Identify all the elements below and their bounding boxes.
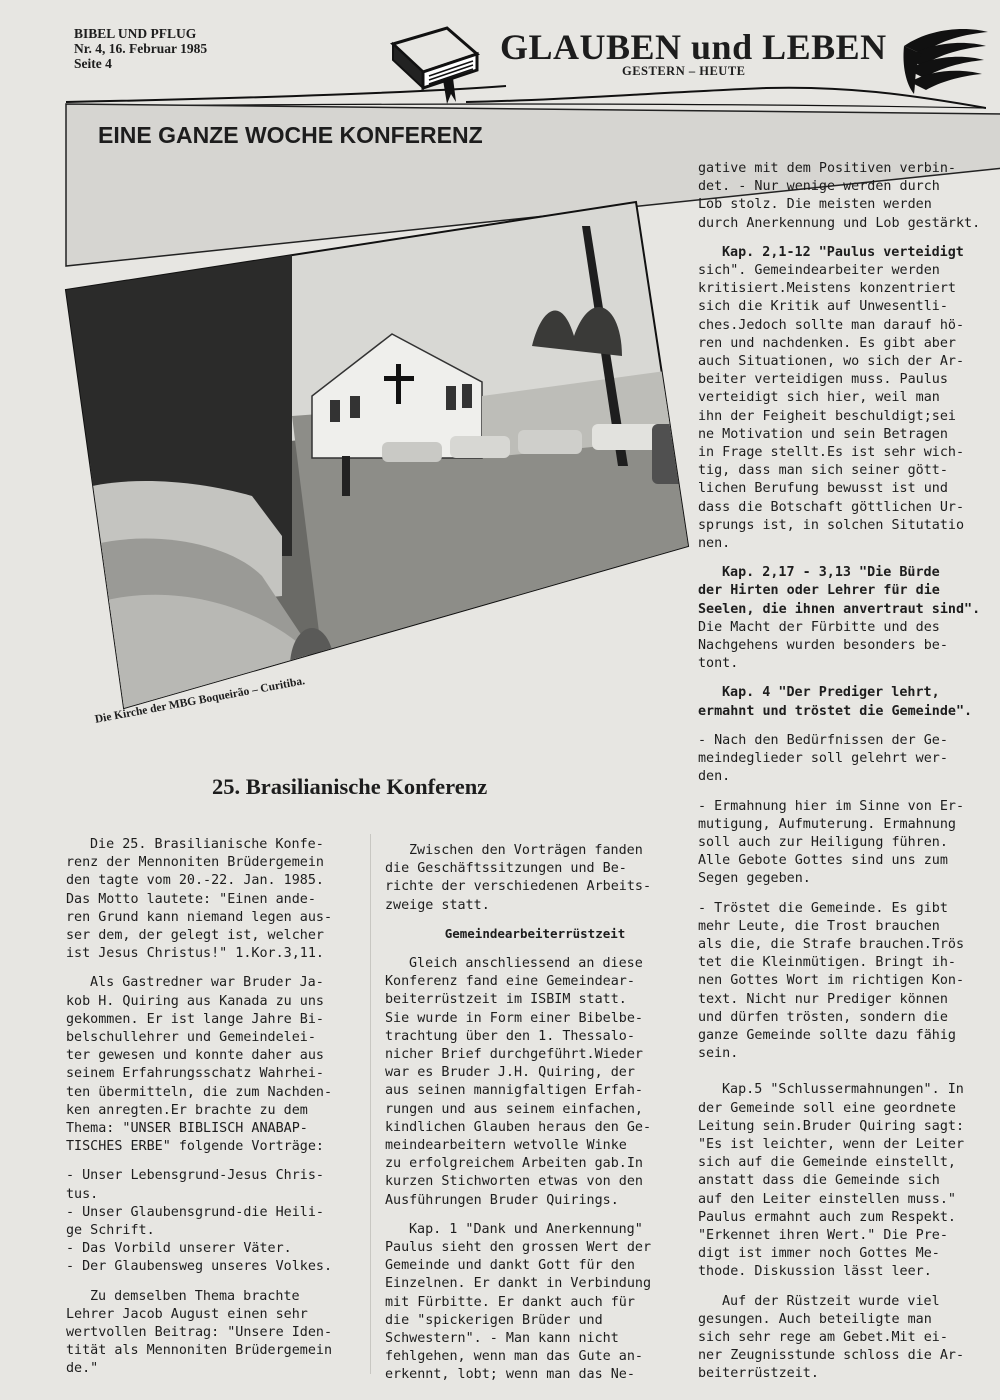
text-line: ches.Jedoch sollte man darauf hö- [698,317,965,333]
paragraph [698,684,988,720]
text-line: Die 25. Brasilianische Konfe- [90,837,324,852]
text-line: erkennt, lobt; wenn man das Ne- [385,1367,635,1383]
text-line: kob H. Quiring aus Kanada zu uns [66,993,324,1009]
text-line: Auf der Rüstzeit wurde viel [722,1293,940,1309]
text-line: zu erfolgreichem Arbeiten gab.In [385,1156,643,1172]
text-line: Thema: "UNSER BIBLISCH ANABAP- [66,1121,308,1137]
paragraph [385,842,685,915]
article-column-3 [698,160,988,1384]
text-line: Kap. 4 "Der Prediger lehrt, [722,685,940,701]
text-line: sich". Gemeindearbeiter werden [698,263,940,279]
text-line: sprungs ist, in solchen Situtatio [698,517,965,533]
text-line: kurzen Stichworten etwas von den [385,1174,643,1190]
text-line: beiterrüstzeit im ISBIM statt. [385,992,627,1008]
text-line: Segen gegeben. [698,871,811,887]
text-line: und dürfen trösten, sondern die [698,1009,948,1025]
text-line: auch Situationen, wo sich der Ar- [698,354,965,370]
photo-caption: Die Kirche der MBG Boqueirão – Curitiba. [94,675,306,726]
text-line: nicher Brief durchgeführt.Wieder [385,1047,643,1063]
text-line: soll auch zur Heiligung führen. [698,834,948,850]
text-line: wertvollen Beitrag: "Unsere Iden- [66,1325,333,1341]
church-photo [62,196,702,756]
masthead-info [74,26,207,71]
text-line: ermahnt und tröstet die Gemeinde". [698,703,973,719]
text-line: ren und nachdenken. Es gibt aber [698,335,956,351]
text-line: Ausführungen Bruder Quirings. [385,1192,619,1208]
text-line: Kap. 2,1-12 "Paulus verteidigt [722,244,964,260]
text-line: Sie wurde in Form einer Bibelbe- [385,1010,643,1026]
text-line: beiterrüstzeit. [698,1366,819,1382]
list-item: tus. [66,1186,99,1202]
text-line: belschullehrer und Gemeindelei- [66,1030,316,1046]
text-line: renz der Mennoniten Brüdergemein [66,855,324,871]
paragraph [66,974,366,1156]
text-line: tet die Kleinmütigen. Bringt ih- [698,955,956,971]
list-item: - Das Vorbild unserer Väter. [66,1241,292,1257]
text-line: als die, die Strafe brauchen.Trös [698,936,965,952]
text-line: auf den Leiter einstellen muss." [698,1191,956,1207]
section-subhead: Gemeindearbeiterrüstzeit [444,925,626,941]
text-line: den tagte vom 20.-22. Jan. 1985. [66,873,324,889]
paragraph [698,900,988,1064]
text-line: sich auf die Gemeinde einstellt, [698,1155,956,1171]
text-line: Seelen, die ihnen anvertraut sind". [698,601,981,617]
text-line: lichen Berufung bewusst ist und [698,481,948,497]
text-line: dass die Botschaft göttlichen Ur- [698,499,965,515]
text-line: de." [66,1361,99,1377]
text-line: digt ist immer noch Gottes Me- [698,1246,940,1262]
text-line: ihn der Feigheit beschuldigt;sei [698,408,956,424]
text-line: Lob stolz. Die meisten werden [698,197,932,213]
paragraph [66,836,366,963]
paragraph [385,955,685,1210]
text-line: TISCHES ERBE" folgende Vorträge: [66,1139,324,1155]
paragraph [385,1221,685,1385]
text-line: die Geschäftssitzungen und Be- [385,861,627,877]
paragraph [698,1293,988,1384]
text-line: zweige statt. [385,897,490,913]
text-line: verteidigt sich hier, weil man [698,390,940,406]
paragraph [698,798,988,889]
text-line: tont. [698,656,739,672]
text-line: Gemeinde und dankt Gott für den [385,1258,635,1274]
text-line: Die Macht der Fürbitte und des [698,619,940,635]
publication-name: BIBEL UND PFLUG [74,26,197,41]
text-line: anstatt dass die Gemeinde sich [698,1173,940,1189]
list-item: ge Schrift. [66,1223,155,1239]
page-number: Seite 4 [74,56,112,71]
text-line: richte der verschiedenen Arbeits- [385,879,652,895]
text-line: durch Anerkennung und Lob gestärkt. [698,215,981,231]
text-line: Lehrer Jacob August einen sehr [66,1306,308,1322]
text-line: "Erkennet ihren Wert." Die Pre- [698,1227,948,1243]
text-line: meindearbeitern wetvolle Winke [385,1138,627,1154]
text-line: tität als Mennoniten Brüdergemein [66,1343,333,1359]
text-line: meindeglieder soll gelehrt wer- [698,751,948,767]
text-line: Kap.5 "Schlussermahnungen". In [722,1082,964,1098]
paragraph [698,564,988,673]
text-line: kindlichen Glauben heraus den Ge- [385,1119,652,1135]
text-line: ganze Gemeinde sollte dazu fähig [698,1027,956,1043]
page-headline: EINE GANZE WOCHE KONFERENZ [98,122,483,148]
text-line: "Es ist leichter, wenn der Leiter [698,1136,965,1152]
text-line: Zwischen den Vorträgen fanden [409,843,643,858]
text-line: den. [698,769,731,785]
text-line: Als Gastredner war Bruder Ja- [90,975,324,991]
text-line: rungen und aus seinem einfachen, [385,1101,643,1117]
text-line: sein. [698,1046,739,1062]
text-line: sich sehr rege am Gebet.Mit ei- [698,1329,948,1345]
text-line: thode. Diskussion lässt leer. [698,1264,932,1280]
text-line: - Ermahnung hier im Sinne von Er- [698,798,965,814]
text-line: Das Motto lautete: "Einen ande- [66,891,316,907]
text-line: ten übermitteln, die zum Nachden- [66,1084,333,1100]
text-line: Leitung sein.Bruder Quiring sagt: [698,1118,965,1134]
text-line: seinem Erfahrungsschatz Wahrhei- [66,1066,324,1082]
text-line: text. Nicht nur Prediger können [698,991,948,1007]
text-line: gesungen. Auch beteiligte man [698,1311,932,1327]
text-line: ne Motivation und sein Betragen [698,426,948,442]
paragraph [698,244,988,553]
list-item: - Unser Glaubensgrund-die Heili- [66,1204,324,1220]
paragraph [66,1288,366,1379]
text-line: sich die Kritik auf Unwesentli- [698,299,948,315]
text-line: ren Grund kann niemand legen aus- [66,909,333,925]
text-line: in Frage stellt.Es ist sehr wich- [698,445,965,461]
text-line: ser dem, der gelegt ist, welcher [66,928,324,944]
text-line: der Gemeinde soll eine geordnete [698,1100,956,1116]
text-line: beiter verteidigen muss. Paulus [698,372,948,388]
text-line: Einzelnen. Er dankt in Verbindung [385,1276,652,1292]
text-line: ter gewesen und konnte daher aus [66,1048,324,1064]
text-line: det. - Nur wenige werden durch [698,179,940,195]
text-line: mutigung, Aufmuterung. Ermahnung [698,816,956,832]
text-line: fehlgehen, wenn man das Gute an- [385,1349,643,1365]
text-line: - Nach den Bedürfnissen der Ge- [698,732,948,748]
text-line: Schwestern". - Man kann nicht [385,1331,619,1347]
lecture-list [66,1167,366,1276]
text-line: aus seinen mannigfaltigen Erfah- [385,1083,643,1099]
list-item: - Unser Lebensgrund-Jesus Chris- [66,1168,324,1184]
issue-date: Nr. 4, 16. Februar 1985 [74,41,208,56]
text-line: nen. [698,536,731,552]
text-line: der Hirten oder Lehrer für die [698,583,940,599]
article-column-1 [66,836,366,1379]
text-line: Kap. 2,17 - 3,13 "Die Bürde [722,565,940,581]
text-line: Paulus ermahnt auch zum Respekt. [698,1209,956,1225]
text-line: ken anregten.Er brachte zu dem [66,1102,308,1118]
text-line: ner Zeugnisstunde schloss die Ar- [698,1348,965,1364]
text-line: tig, dass man sich seiner gött- [698,463,948,479]
text-line: mit Fürbitte. Er dankt auch für [385,1294,635,1310]
list-item: - Der Glaubensweg unseres Volkes. [66,1259,333,1275]
text-line: Paulus sieht den grossen Wert der [385,1240,652,1256]
masthead-title: GLAUBEN und LEBEN [500,27,887,67]
text-line: - Tröstet die Gemeinde. Es gibt [698,900,948,916]
paragraph [698,160,988,233]
text-line: nen Gottes Wort im richtigen Kon- [698,973,965,989]
article-column-2 [385,842,685,1385]
text-line: Konferenz fand eine Gemeindear- [385,974,635,990]
text-line: Nachgehens wurden besonders be- [698,638,948,654]
text-line: ist Jesus Christus!" 1.Kor.3,11. [66,946,324,962]
text-line: kritisiert.Meistens konzentriert [698,281,956,297]
text-line: gekommen. Er ist lange Jahre Bi- [66,1011,324,1027]
text-line: trachtung über den 1. Thessalo- [385,1028,635,1044]
text-line: Alle Gebote Gottes sind uns zum [698,853,948,869]
text-line: Gleich anschliessend an diese [409,956,643,972]
text-line: Zu demselben Thema brachte [90,1288,300,1304]
column-divider [370,834,371,1374]
article-title: 25. Brasilianische Konferenz [212,774,488,799]
text-line: gative mit dem Positiven verbin- [698,161,956,176]
text-line: Kap. 1 "Dank und Anerkennung" [409,1221,643,1237]
text-line: mehr Leute, die Trost brauchen [698,918,940,934]
text-line: war es Bruder J.H. Quiring, der [385,1065,635,1081]
paragraph [698,732,988,787]
paragraph [698,1081,988,1281]
masthead-subtitle: GESTERN – HEUTE [622,64,746,78]
text-line: die "spickerigen Brüder und [385,1312,603,1328]
